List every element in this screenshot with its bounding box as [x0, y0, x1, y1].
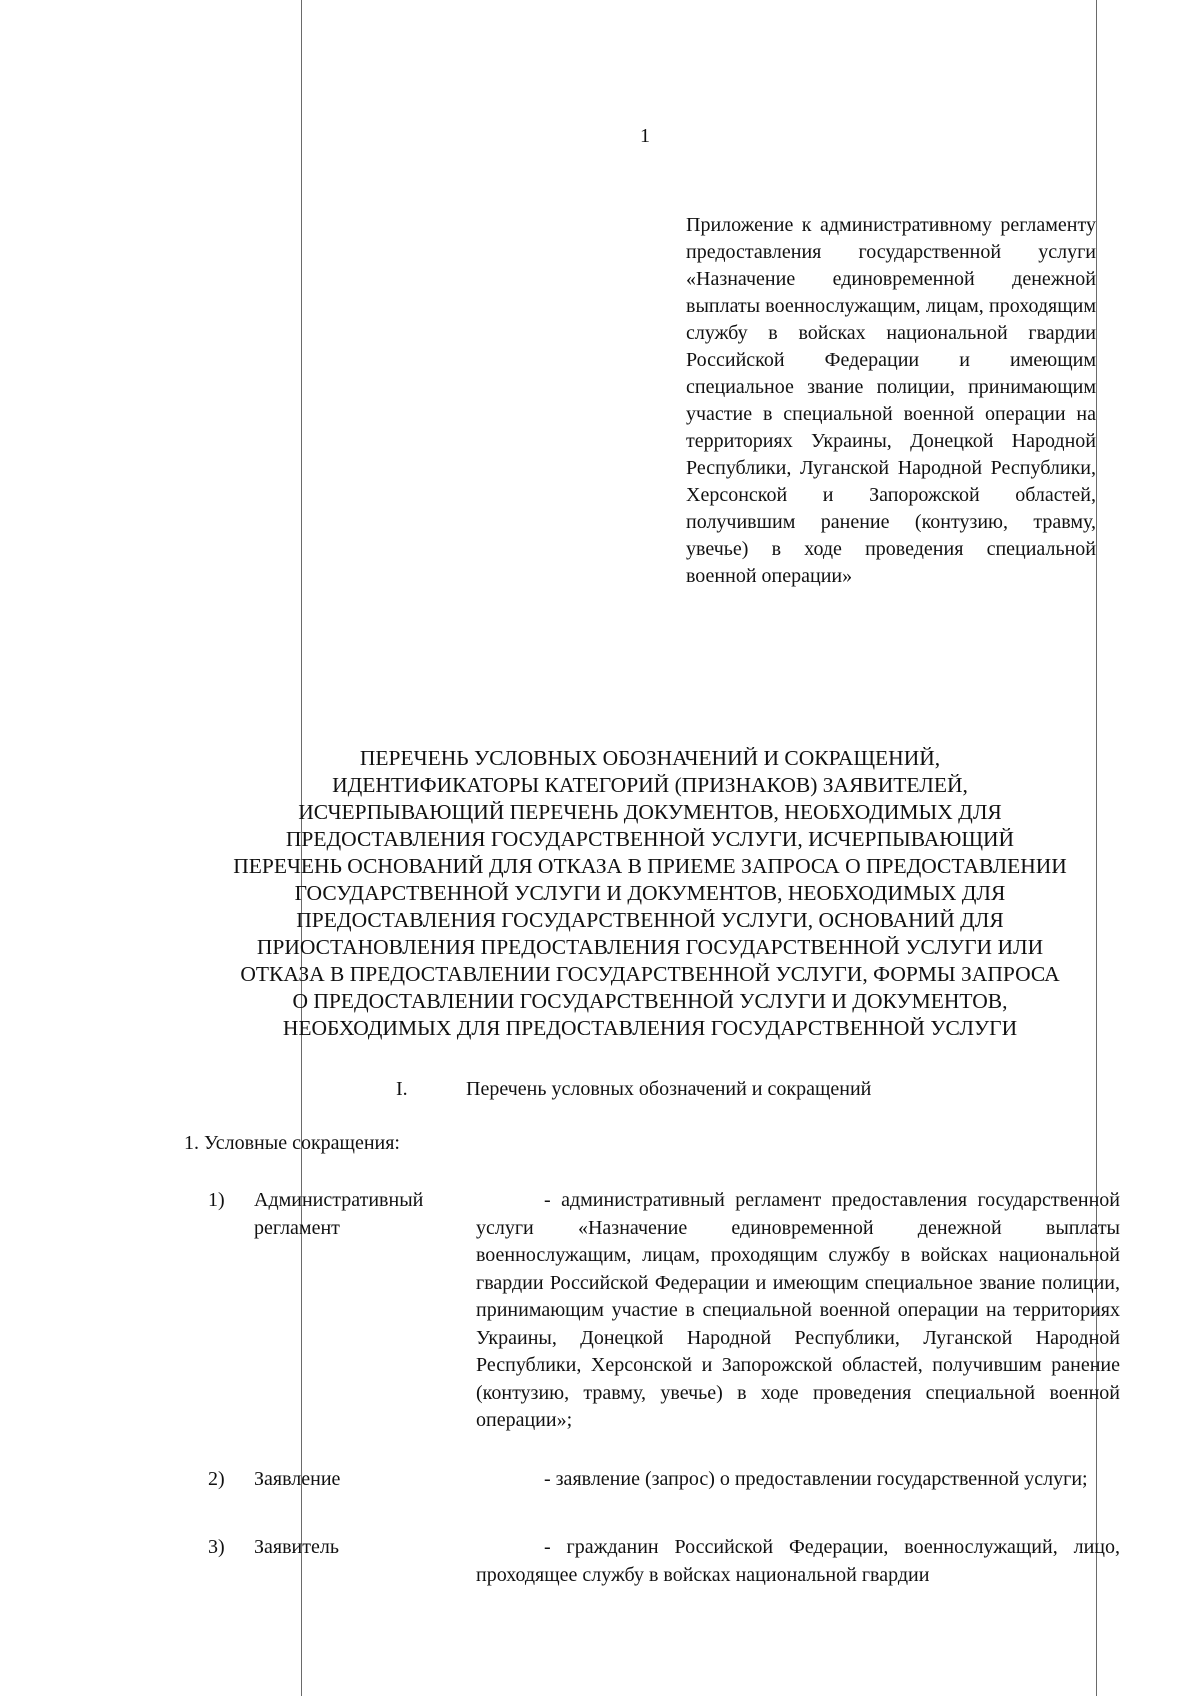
abbreviation-number: 2) — [208, 1468, 225, 1490]
abbreviation-number: 3) — [208, 1536, 225, 1558]
title-line: ПЕРЕЧЕНЬ ОСНОВАНИЙ ДЛЯ ОТКАЗА В ПРИЕМЕ ЗАПРОСА О ПРЕДОСТАВЛЕНИИ — [233, 854, 1067, 878]
title-line: ОТКАЗА В ПРЕДОСТАВЛЕНИИ ГОСУДАРСТВЕННОЙ УСЛУГИ, ФОРМЫ ЗАПРОСА — [240, 962, 1060, 986]
abbreviation-definition: - административный регламент предоставления государственной услуги «Назначение единовременной денежной выплаты военнослужащим, лицам, проходящим службу в войсках национальной гвардии Российской Федерации и имеющим специальное звание полиции, принимающим участие в специальной военной операции на территориях Украины, Донецкой Народной Республики, Луганской Народной Республики, Херсонской и Запорожской областей, получившим ранение (контузию, травму, увечье) в ходе проведения специальной военной операции»; — [476, 1189, 1120, 1431]
abbreviation-item — [208, 1466, 1120, 1494]
title-line: ПРИОСТАНОВЛЕНИЯ ПРЕДОСТАВЛЕНИЯ ГОСУДАРСТВЕННОЙ УСЛУГИ ИЛИ — [256, 935, 1044, 959]
title-line: ИДЕНТИФИКАТОРЫ КАТЕГОРИЙ (ПРИЗНАКОВ) ЗАЯВИТЕЛЕЙ, — [332, 773, 968, 797]
title-line: ИСЧЕРПЫВАЮЩИЙ ПЕРЕЧЕНЬ ДОКУМЕНТОВ, НЕОБХОДИМЫХ ДЛЯ — [298, 800, 1002, 824]
abbreviation-term: Заявитель — [254, 1536, 339, 1558]
title-line: О ПРЕДОСТАВЛЕНИИ ГОСУДАРСТВЕННОЙ УСЛУГИ И ДОКУМЕНТОВ, — [292, 989, 1008, 1013]
document-title — [170, 745, 1130, 1042]
section-heading — [396, 1078, 871, 1101]
section-number: I. — [396, 1078, 408, 1100]
abbreviation-term: Административный регламент — [254, 1189, 424, 1239]
abbreviation-number: 1) — [208, 1189, 225, 1211]
appendix-note: Приложение к административному регламенту предоставления государственной услуги «Назначение единовременной денежной выплаты военнослужащим, лицам, проходящим службу в войсках национальной гвардии Российской Федерации и имеющим специальное звание полиции, принимающим участие в специальной военной операции на территориях Украины, Донецкой Народной Республики, Луганской Народной Республики, Херсонской и Запорожской областей, получившим ранение (контузию, травму, увечье) в ходе проведения специальной военной операции» — [686, 214, 1096, 587]
title-line: ПЕРЕЧЕНЬ УСЛОВНЫХ ОБОЗНАЧЕНИЙ И СОКРАЩЕНИЙ, — [359, 746, 941, 770]
title-line: ПРЕДОСТАВЛЕНИЯ ГОСУДАРСТВЕННОЙ УСЛУГИ, ИСЧЕРПЫВАЮЩИЙ — [285, 827, 1015, 851]
title-line: ПРЕДОСТАВЛЕНИЯ ГОСУДАРСТВЕННОЙ УСЛУГИ, ОСНОВАНИЙ ДЛЯ — [296, 908, 1004, 932]
subsection-heading: 1. Условные сокращения: — [184, 1132, 400, 1154]
abbreviation-definition: - гражданин Российской Федерации, военнослужащий, лицо, проходящее службу в войсках национальной гвардии — [476, 1536, 1120, 1586]
title-line: ГОСУДАРСТВЕННОЙ УСЛУГИ И ДОКУМЕНТОВ, НЕОБХОДИМЫХ ДЛЯ — [294, 881, 1006, 905]
section-title: Перечень условных обозначений и сокращений — [466, 1078, 872, 1100]
abbreviation-term: Заявление — [254, 1468, 341, 1490]
title-line: НЕОБХОДИМЫХ ДЛЯ ПРЕДОСТАВЛЕНИЯ ГОСУДАРСТВЕННОЙ УСЛУГИ — [282, 1016, 1018, 1040]
abbreviation-item — [208, 1534, 1120, 1589]
abbreviation-item — [208, 1187, 1120, 1435]
abbreviation-definition: - заявление (запрос) о предоставлении государственной услуги; — [544, 1468, 1088, 1490]
page-number: 1 — [640, 125, 650, 147]
